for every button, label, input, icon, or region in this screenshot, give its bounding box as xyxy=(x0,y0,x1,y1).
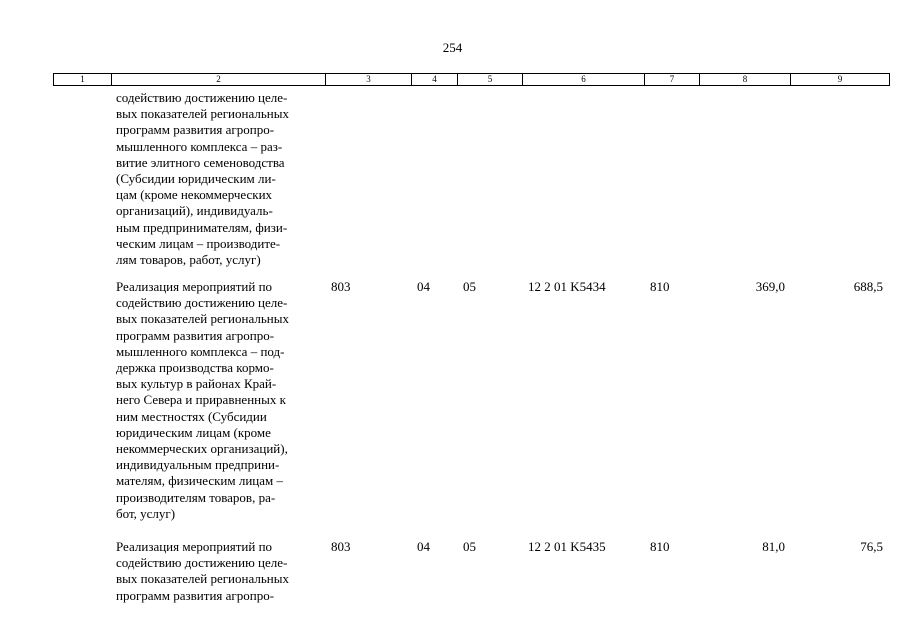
cell-admin-code: 803 xyxy=(331,539,351,554)
cell-expense-type: 810 xyxy=(650,539,670,554)
cell-expense-type: 810 xyxy=(650,279,670,294)
cell-amount-1: 369,0 xyxy=(755,279,785,294)
header-col-2: 2 xyxy=(112,74,326,86)
row-description: Реализация мероприятий по содействию достижению целе- вых показателей региональных программ развития агропро- xyxy=(116,539,289,603)
header-col-3: 3 xyxy=(326,74,412,86)
header-col-6: 6 xyxy=(523,74,645,86)
cell-target-article: 12 2 01 K5434 xyxy=(528,279,606,294)
cell-amount-1: 81,0 xyxy=(762,539,785,554)
row-description: Реализация мероприятий по содействию достижению целе- вых показателей региональных программ развития агропро- мышленного комплекса – под- держка производства кормо- вых культур в районах Край- него Севера и приравненных к ним местностях (Субсидии юридическим лицам (кроме некоммерческих организаций), индивидуальным предприни- мателям, физическим лицам – производителям товаров, ра- бот, услуг) xyxy=(116,279,289,521)
header-col-8: 8 xyxy=(700,74,791,86)
row-description: содействию достижению целе- вых показателей региональных программ развития агропро- мышленного комплекса – раз- витие элитного семеноводства (Субсидии юридическим ли- цам (кроме некоммерческих организаций), индивидуаль- ным предпринимателям, физи- ческим лицам – производите- лям товаров, работ, услуг) xyxy=(116,90,289,268)
header-col-9: 9 xyxy=(791,74,890,86)
page-number: 254 xyxy=(442,40,463,55)
cell-subsection: 05 xyxy=(463,279,476,294)
cell-amount-2: 76,5 xyxy=(860,539,883,554)
cell-amount-2: 688,5 xyxy=(853,279,883,294)
cell-section: 04 xyxy=(417,279,430,294)
cell-admin-code: 803 xyxy=(331,279,351,294)
cell-target-article: 12 2 01 K5435 xyxy=(528,539,606,554)
cell-subsection: 05 xyxy=(463,539,476,554)
header-col-1: 1 xyxy=(54,74,112,86)
header-col-4: 4 xyxy=(412,74,458,86)
cell-section: 04 xyxy=(417,539,430,554)
header-col-5: 5 xyxy=(458,74,523,86)
column-number-header xyxy=(53,73,890,86)
header-col-7: 7 xyxy=(645,74,700,86)
